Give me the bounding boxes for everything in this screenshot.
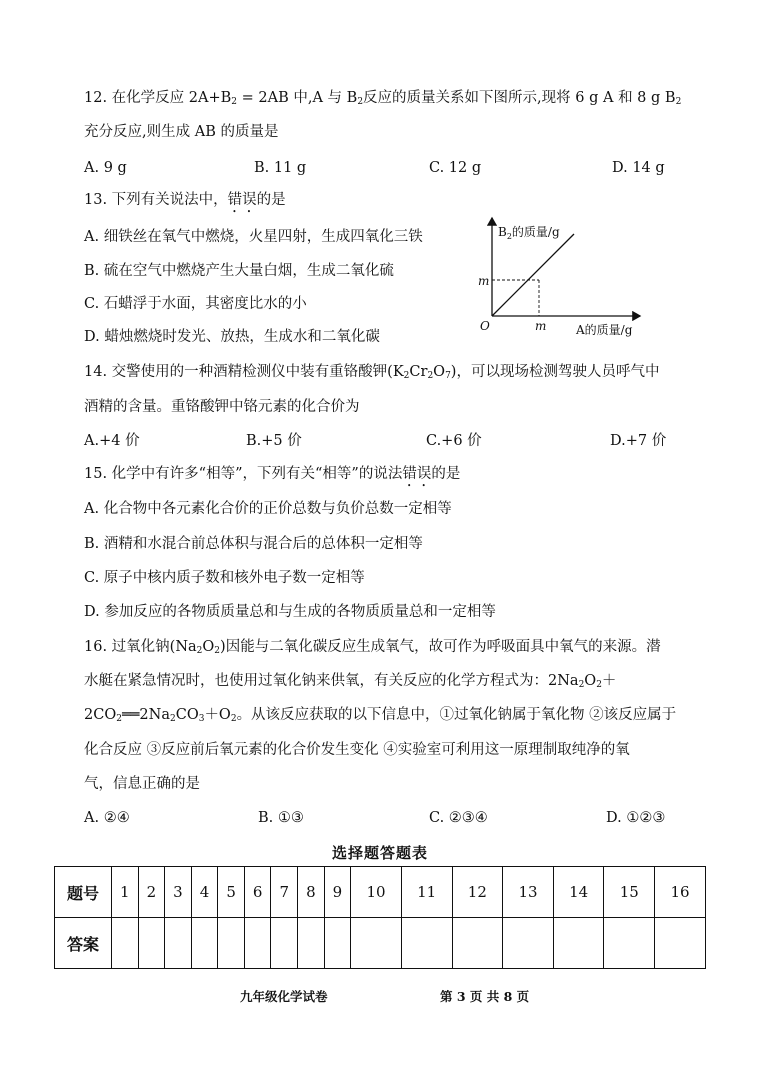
question-number-cell: 10 [351,867,402,918]
mass-relation-graph [470,214,670,344]
q15-stem: 15. 化学中有许多“相等”，下列有关“相等”的说法错误的是 [84,466,461,482]
q12-option-b: B. 11 g [254,160,307,176]
question-number-cell: 2 [138,867,165,918]
series-line [492,234,574,316]
answer-cell[interactable] [503,918,554,969]
answer-cell[interactable] [655,918,706,969]
answer-cell[interactable] [165,918,192,969]
q12-stem-line1: 12. 在化学反应 $2A+B_2 = 2AB$ 中,A 与 $B_2$反应的质量关系如下图所示,现将 6 g A 和 8 g $B_2$ [84,90,682,107]
q14-option-b: B.+5 价 [246,433,302,449]
question-number-cell: 12 [452,867,503,918]
answer-table-title: 选择题答题表 [331,844,428,862]
origin-label: O [480,319,490,333]
question-number-cell: 3 [165,867,192,918]
question-number-cell: 6 [244,867,271,918]
q16-option-c: C. ②③④ [429,810,488,826]
y-axis-label: $B_2$的质量/g [498,225,560,241]
x-axis-label: A的质量/g [576,323,633,337]
q12-option-c: C. 12 g [429,160,482,176]
answer-cell[interactable] [401,918,452,969]
answer-cell[interactable] [324,918,351,969]
answer-table-number-row [55,867,706,918]
answer-table-answer-row [55,918,706,969]
answer-cell[interactable] [218,918,245,969]
row-header-number: 题号 [55,867,112,918]
footer-page-number: 第 3 页 共 8 页 [440,989,530,1004]
q13-option-c: C. 石蜡浮于水面，其密度比水的小 [84,296,307,312]
answer-cell[interactable] [271,918,298,969]
q16-option-d: D. ①②③ [606,810,666,826]
answer-cell[interactable] [298,918,325,969]
question-number-cell: 13 [503,867,554,918]
q13-option-a: A. 细铁丝在氧气中燃烧，火星四射，生成四氧化三铁 [84,229,423,245]
q13-option-b: B. 硫在空气中燃烧产生大量白烟，生成二氧化硫 [84,263,394,279]
question-number-cell: 15 [604,867,655,918]
question-number-cell: 5 [218,867,245,918]
question-number-cell: 8 [298,867,325,918]
q16-option-a: A. ②④ [84,810,130,826]
question-number-cell: 1 [112,867,139,918]
answer-cell[interactable] [138,918,165,969]
question-number-cell: 4 [191,867,218,918]
answer-cell[interactable] [452,918,503,969]
question-number-cell: 14 [553,867,604,918]
q14-stem-line2: 酒精的含量。重铬酸钾中铬元素的化合价为 [84,399,360,415]
answer-cell[interactable] [112,918,139,969]
q16-option-b: B. ①③ [258,810,304,826]
answer-cell[interactable] [553,918,604,969]
q15-option-b: B. 酒精和水混合前总体积与混合后的总体积一定相等 [84,536,423,552]
q16-stem-line5: 气，信息正确的是 [84,776,200,792]
q12-stem-line2: 充分反应,则生成 AB 的质量是 [84,124,279,140]
q15-option-a: A. 化合物中各元素化合价的正价总数与负价总数一定相等 [84,501,452,517]
x-tick-m: m [535,319,547,333]
y-tick-m: m [478,274,490,288]
question-number-cell: 11 [401,867,452,918]
q16-stem-line2: 水艇在紧急情况时，也使用过氧化钠来供氧，有关反应的化学方程式为：$2Na_2O_2+$ [84,673,617,690]
answer-cell[interactable] [351,918,402,969]
q12-option-a: A. 9 g [84,160,127,176]
question-number-cell: 9 [324,867,351,918]
q16-stem-line3: $2CO_2══2Na_2CO_3+O_2$。从该反应获取的以下信息中，①过氧化钠属于氧化物 ②该反应属于 [84,707,677,724]
answer-cell[interactable] [244,918,271,969]
question-number-cell: 16 [655,867,706,918]
row-header-answer: 答案 [55,918,112,969]
q16-stem-line1: 16. 过氧化钠$(Na_2O_2)$因能与二氧化碳反应生成氧气，故可作为呼吸面具中氧气的来源。潜 [84,639,661,656]
question-number-cell: 7 [271,867,298,918]
q16-stem-line4: 化合反应 ③反应前后氧元素的化合价发生变化 ④实验室可利用这一原理制取纯净的氧 [84,742,630,758]
answer-cell[interactable] [191,918,218,969]
q12-option-d: D. 14 g [612,160,665,176]
q15-option-d: D. 参加反应的各物质质量总和与生成的各物质质量总和一定相等 [84,604,496,620]
q13-option-d: D. 蜡烛燃烧时发光、放热，生成水和二氧化碳 [84,329,380,345]
q14-option-a: A.+4 价 [84,433,140,449]
footer-exam-title: 九年级化学试卷 [240,989,328,1004]
q14-option-d: D.+7 价 [610,433,667,449]
answer-cell[interactable] [604,918,655,969]
answer-table [54,866,706,969]
q14-option-c: C.+6 价 [426,433,482,449]
q14-stem-line1: 14. 交警使用的一种酒精检测仪中装有重铬酸钾$(K_2Cr_2O_7)$，可以现场检测驾驶人员呼气中 [84,364,660,381]
q13-stem: 13. 下列有关说法中，错误的是 [84,192,286,208]
q15-option-c: C. 原子中核内质子数和核外电子数一定相等 [84,570,365,586]
